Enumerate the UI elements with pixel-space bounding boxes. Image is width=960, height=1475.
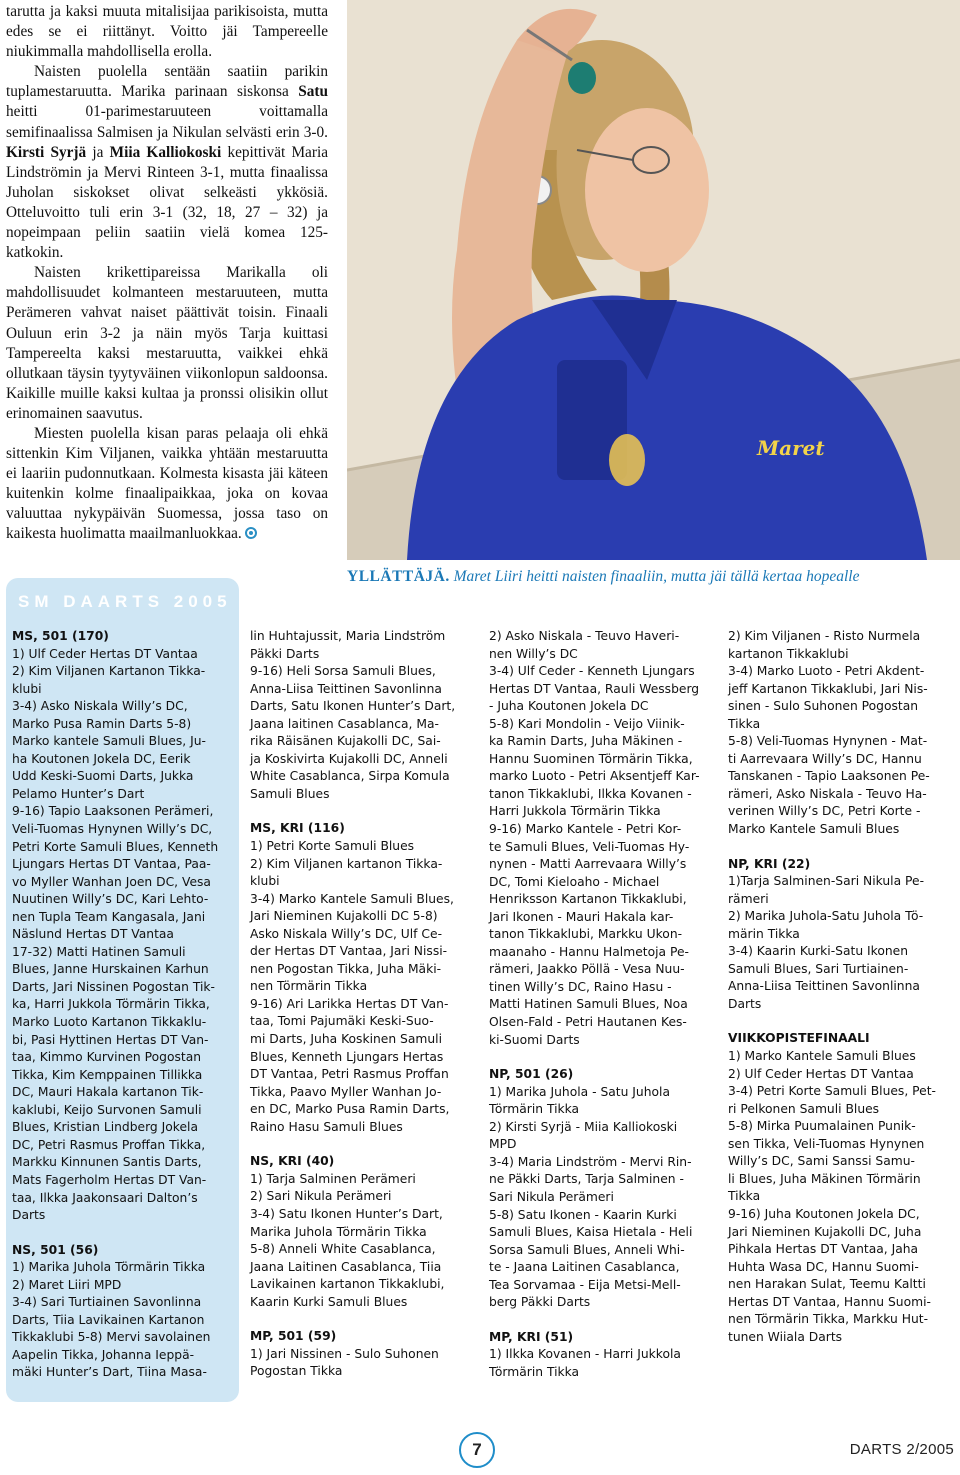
results-line: 2) Maret Liiri MPD [12,1277,122,1292]
results-line: Harri Jukkola Törmärin Tikka [489,804,661,819]
photo-illustration [347,0,960,560]
results-line: rämeri [728,891,769,906]
results-line: - Juha Koutonen Jokela DC [489,699,649,714]
results-line: White Casablanca, Sirpa Komula [250,769,450,784]
results-line: Tanskanen - Tapio Laaksonen Pe- [728,769,930,784]
results-heading: NS, KRI (40) [250,1154,335,1169]
results-line: kartanon Tikkaklubi [728,646,849,661]
results-line: Tikka [728,1189,761,1204]
results-line: Mats Fagerholm Hertas DT Van- [12,1172,207,1187]
results-line: ha Koutonen Jokela DC, Eerik [12,751,191,766]
results-line: kaklubi, Keijo Survonen Samuli [12,1102,202,1117]
results-line: sen Tikka, Veli-Tuomas Hynynen [728,1136,925,1151]
article-photo [347,0,960,560]
results-line: Marko Pusa Ramin Darts 5-8) [12,716,192,731]
results-line: nen Pogostan Tikka, Juha Mäki- [250,961,442,976]
results-line: rämeri, Asko Niskala - Teuvo Ha- [728,786,927,801]
results-line: Hertas DT Vantaa, Hannu Suomi- [728,1294,931,1309]
results-line: tinen Willy’s DC, Raino Hasu - [489,979,672,994]
results-line: Hannu Suominen Törmärin Tikka, [489,751,693,766]
results-line: ki-Suomi Darts [489,1032,580,1047]
results-line: Huhta Wasa DC, Hannu Suomi- [728,1259,919,1274]
results-line: nen Willy’s DC [489,646,578,661]
story-paragraph: Naisten krikettipareissa Marikalla oli mahdollisuudet kolmanteen mestaruuteen, mutta Perämeren vahvat naiset päättivät toisin. Finaali Ouluun erin 3-2 ja näin myös Tarja kuittasi Tampereelta kaksi mestaruutta, vaikkei ehkä ollutkaan täysin tyytyväinen viikonlopun saldoonsa. Kaikille muille kaksi kultaa ja pronssi olisikin ollut erinomainen saavutus. [6,264,328,422]
results-line: Veli-Tuomas Hynynen Willy’s DC, [12,822,213,837]
results-line: 1) Ulf Ceder Hertas DT Vantaa [12,646,198,661]
results-line: Kaarin Kurki Samuli Blues [250,1294,408,1309]
results-line: MPD [489,1137,517,1152]
results-column-2 [250,628,482,1398]
results-line: Willy’s DC, Sami Sanssi Samu- [728,1154,915,1169]
results-line: tunen Wiiala Darts [728,1329,843,1344]
results-line: jeff Kartanon Tikkaklubi, Jari Nis- [728,681,928,696]
results-line: Jari Ikonen - Mauri Hakala kar- [489,909,674,924]
results-line: nen Törmärin Tikka [250,979,368,994]
results-line: der Hertas DT Vantaa, Jari Nissi- [250,944,448,959]
results-line: 3-4) Asko Niskala Willy’s DC, [12,699,188,714]
results-line: rika Räisänen Kujakolli DC, Sai- [250,734,441,749]
results-line: Tikka, Paavo Myller Wanhan Jo- [250,1084,442,1099]
results-line: DC, Mauri Hakala kartanon Tik- [12,1085,204,1100]
results-line: Olsen-Fald - Petri Hautanen Kes- [489,1015,687,1030]
results-line: mi Darts, Juha Koskinen Samuli [250,1032,442,1047]
caption-text: Maret Liiri heitti naisten finaaliin, mutta jäi tällä kertaa hopealle [449,568,860,585]
results-line: nynen - Matti Aarrevaara Willy’s [489,857,687,872]
page-number: 7 [459,1432,495,1468]
results-line: 9-16) Tapio Laaksonen Perämeri, [12,804,214,819]
results-line: Nuutinen Willy’s DC, Kari Lehto- [12,892,209,907]
results-line: 9-16) Juha Koutonen Jokela DC, [728,1206,920,1221]
results-line: Marko kantele Samuli Blues, Ju- [12,734,206,749]
results-line: 1)Tarja Salminen-Sari Nikula Pe- [728,874,925,889]
results-heading: NP, KRI (22) [728,856,811,871]
results-block [728,856,960,1014]
article-end-icon [245,527,257,539]
results-line: Ljungars Hertas DT Vantaa, Paa- [12,857,211,872]
results-line: Marko Luoto Kartanon Tikkaklu- [12,1015,207,1030]
results-line: Törmärin Tikka [489,1364,580,1379]
results-line: berg Päkki Darts [489,1295,591,1310]
results-block [250,1328,482,1381]
results-line: Samuli Blues [250,786,330,801]
results-line: Samuli Blues, Kaisa Hietala - Heli [489,1225,693,1240]
results-line: Päkki Darts [250,646,320,661]
results-line: 1) Ilkka Kovanen - Harri Jukkola [489,1347,681,1362]
results-line: Jaana Laitinen Casablanca, Tiia [250,1259,442,1274]
results-line: mäki Hunter’s Dart, Tiina Masa- [12,1365,207,1380]
results-line: 1) Marika Juhola - Satu Juhola [489,1084,670,1099]
story-paragraph: Naisten puolella sentään saatiin parikin tuplamestaruutta. Marika parinaan siskonsa Satu heitti 01-parimestaruuteen voittamalla semifinaalissa Salmisen ja Nikulan selvästi erin 3-0. Kirsti Syrjä ja Miia Kalliokoski kepittivät Maria Lindströmin ja Mervi Rinteen 3-1, mutta finaalissa Juholan siskokset olivat selkeästi ykkösiä. Otteluvoitto tuli erin 3-1 (32, 18, 27 – 32) ja nopeimpaan peliin saatiin vielä komea 125-katkokin. [6,63,328,262]
results-line: 1) Marika Juhola Törmärin Tikka [12,1260,206,1275]
results-line: DC, Petri Rasmus Proffan Tikka, [12,1137,206,1152]
results-line: 1) Marko Kantele Samuli Blues [728,1049,916,1064]
results-line: taa, Kimmo Kurvinen Pogostan [12,1050,202,1065]
results-line: 5-8) Satu Ikonen - Kaarin Kurki [489,1207,677,1222]
results-block [12,1242,237,1382]
results-line: DC, Tomi Kieloaho - Michael [489,874,660,889]
publication-footer: DARTS 2/2005 [849,1441,954,1458]
article-story [6,2,328,545]
results-line: Asko Niskala Willy’s DC, Ulf Ce- [250,926,443,941]
results-line: taa, Ilkka Jaakonsaari Dalton’s [12,1190,198,1205]
results-line: Samuli Blues, Sari Turtiainen- [728,961,909,976]
results-line: bi, Pasi Hyttinen Hertas DT Van- [12,1032,209,1047]
results-line: Anna-Liisa Teittinen Savonlinna [728,979,920,994]
results-line: 5-8) Mirka Puumalainen Punik- [728,1119,916,1134]
results-line: Tikka, Kim Kemppainen Tillikka [12,1067,203,1082]
results-line: nen Törmärin Tikka, Markku Hut- [728,1312,929,1327]
results-line: Darts [12,1208,46,1223]
results-line: Darts [728,996,762,1011]
results-line: Sorsa Samuli Blues, Anneli Whi- [489,1242,685,1257]
results-line: Darts, Satu Ikonen Hunter’s Dart, [250,699,456,714]
results-line: Blues, Janne Hurskainen Karhun [12,962,209,977]
results-block [489,1066,721,1312]
results-line: Blues, Kenneth Ljungars Hertas [250,1049,444,1064]
results-line: Jaana laitinen Casablanca, Ma- [250,716,439,731]
results-line: 3-4) Maria Lindström - Mervi Rin- [489,1154,692,1169]
results-line: ka Ramin Darts, Juha Mäkinen - [489,734,683,749]
results-line: 9-16) Heli Sorsa Samuli Blues, [250,664,436,679]
results-line: lin Huhtajussit, Maria Lindström [250,629,446,643]
results-block [250,820,482,1136]
results-line: Sari Nikula Perämeri [489,1189,614,1204]
results-heading: VIIKKOPISTEFINAALI [728,1031,870,1046]
results-line: Henriksson Kartanon Tikkaklubi, [489,892,687,907]
results-line: Jari Nieminen Kujakolli DC, Juha [728,1224,922,1239]
results-line: klubi [12,681,42,696]
results-line: DT Vantaa, Petri Rasmus Proffan [250,1067,449,1082]
shirt-name: Maret [757,436,825,460]
results-line: Pihkala Hertas DT Vantaa, Jaha [728,1242,919,1257]
results-block [489,1329,721,1382]
results-line: 3-4) Kaarin Kurki-Satu Ikonen [728,944,909,959]
results-column-1 [12,628,237,1399]
results-line: Marko Kantele Samuli Blues [728,822,900,837]
results-line: te - Jaana Laitinen Casablanca, [489,1260,680,1275]
results-line: Lavikainen kartanon Tikkaklubi, [250,1277,445,1292]
results-line: Blues, Kristian Lindberg Jokela [12,1120,198,1135]
results-line: 5-8) Kari Mondolin - Veijo Viinik- [489,716,685,731]
results-line: verinen Willy’s DC, Petri Korte - [728,804,921,819]
results-line: Raino Hasu Samuli Blues [250,1119,403,1134]
caption-lead: YLLÄTTÄJÄ. [347,568,450,585]
results-line: rämeri, Jaakko Pöllä - Vesa Nuu- [489,962,685,977]
results-heading: MP, KRI (51) [489,1329,574,1344]
results-line: Jari Nieminen Kujakolli DC 5-8) [250,909,438,924]
results-line: Markku Kinnunen Santis Darts, [12,1155,202,1170]
results-line: 9-16) Ari Larikka Hertas DT Van- [250,996,449,1011]
story-paragraph: Miesten puolella kisan paras pelaaja oli ehkä sittenkin Kim Viljanen, vaikka yhtään mestaruutta ei laariin pudonnutkaan. Kolmesta kisasta jäi käteen kuitenkin kolme finaalipaikkaa, joka on kovaa valuuttaa nykypäivän Suomessa, jossa taso on kaikesta huolimatta maailmanluokkaa. [6,424,328,543]
results-line: Näslund Hertas DT Vantaa [12,927,174,942]
results-column-4 [728,628,960,1363]
results-block [489,628,721,1049]
results-line: te Samuli Blues, Veli-Tuomas Hy- [489,839,690,854]
results-line: 17-32) Matti Hatinen Samuli [12,944,186,959]
results-line: 2) Kim Viljanen kartanon Tikka- [250,856,443,871]
results-line: ja Koskivirta Kujakolli DC, Anneli [250,751,448,766]
results-line: ri Pelkonen Samuli Blues [728,1101,880,1116]
photo-caption [347,568,960,586]
results-line: Petri Korte Samuli Blues, Kenneth [12,839,219,854]
results-line: 2) Sari Nikula Perämeri [250,1189,392,1204]
results-block [250,1153,482,1311]
results-line: 9-16) Marko Kantele - Petri Kor- [489,822,682,837]
results-heading: NP, 501 (26) [489,1067,574,1082]
results-line: 1) Jari Nissinen - Sulo Suhonen [250,1346,439,1361]
results-line: nen Tupla Team Kangasala, Jani [12,909,206,924]
results-line: li Blues, Juha Mäkinen Törmärin [728,1171,921,1186]
results-header: SM DAARTS 2005 [18,592,232,611]
results-line: ne Päkki Darts, Tarja Salminen - [489,1172,684,1187]
results-line: Anna-Liisa Teittinen Savonlinna [250,681,442,696]
results-heading: MP, 501 (59) [250,1329,337,1344]
results-line: 3-4) Satu Ikonen Hunter’s Dart, [250,1206,443,1221]
results-line: 3-4) Marko Luoto - Petri Akdent- [728,664,925,679]
results-line: Udd Keski-Suomi Darts, Jukka [12,769,194,784]
results-line: Tikkaklubi 5-8) Mervi savolainen [12,1330,211,1345]
results-line: Darts, Jari Nissinen Pogostan Tik- [12,979,215,994]
results-line: klubi [250,874,280,889]
results-line: Aapelin Tikka, Johanna Ieppä- [12,1347,195,1362]
results-line: taa, Tomi Pajumäki Keski-Suo- [250,1014,434,1029]
results-line: maanaho - Hannu Halmetoja Pe- [489,944,689,959]
results-block [728,628,960,839]
results-line: 2) Ulf Ceder Hertas DT Vantaa [728,1066,914,1081]
results-line: 3-4) Petri Korte Samuli Blues, Pet- [728,1084,936,1099]
results-line: 2) Asko Niskala - Teuvo Haveri- [489,629,680,643]
results-line: Matti Hatinen Samuli Blues, Noa [489,997,688,1012]
results-line: märin Tikka [728,926,800,941]
results-line: Pogostan Tikka [250,1364,343,1379]
results-line: Tea Sorvamaa - Eija Metsi-Mell- [489,1277,681,1292]
results-line: 5-8) Anneli White Casablanca, [250,1242,436,1257]
results-line: 2) Kim Viljanen - Risto Nurmela [728,629,921,643]
results-line: 2) Kim Viljanen Kartanon Tikka- [12,664,206,679]
results-line: tanon Tikkaklubi, Ilkka Kovanen - [489,786,692,801]
results-line: Tikka [728,716,761,731]
results-heading: MS, KRI (116) [250,821,345,836]
results-heading: MS, 501 (170) [12,629,109,643]
results-line: tanon Tikkaklubi, Markku Ukon- [489,927,683,942]
results-line: 3-4) Sari Turtiainen Savonlinna [12,1295,202,1310]
results-line: 2) Kirsti Syrjä - Miia Kalliokoski [489,1119,678,1134]
results-block [250,628,482,803]
results-heading: NS, 501 (56) [12,1242,99,1257]
results-line: Marika Juhola Törmärin Tikka [250,1224,427,1239]
results-line: ka, Harri Jukkola Törmärin Tikka, [12,997,210,1012]
results-line: Darts, Tiia Lavikainen Kartanon [12,1312,205,1327]
results-line: 3-4) Ulf Ceder - Kenneth Ljungars [489,664,695,679]
results-block [728,1030,960,1346]
results-line: ti Aarrevaara Willy’s DC, Hannu [728,751,922,766]
results-line: 2) Marika Juhola-Satu Juhola Tö- [728,909,924,924]
results-line: Hertas DT Vantaa, Rauli Wessberg [489,681,700,696]
results-line: 3-4) Marko Kantele Samuli Blues, [250,891,454,906]
results-line: vo Myller Wanhan Joen DC, Vesa [12,874,211,889]
results-line: 1) Petri Korte Samuli Blues [250,839,415,854]
results-line: 5-8) Veli-Tuomas Hynynen - Mat- [728,734,928,749]
results-line: en DC, Marko Pusa Ramin Darts, [250,1102,450,1117]
results-line: nen Harakan Sulat, Teemu Kaltti [728,1277,926,1292]
results-line: Törmärin Tikka [489,1102,580,1117]
results-line: Pelamo Hunter’s Dart [12,786,145,801]
results-column-3 [489,628,721,1398]
results-block [12,628,237,1225]
results-line: 1) Tarja Salminen Perämeri [250,1171,416,1186]
story-paragraph: tarutta ja kaksi muuta mitalisijaa parikisoista, mutta edes se ei riittänyt. Voitto jäi Tampereelle niukimmalla mahdollisella erolla. [6,3,328,61]
results-line: marko Luoto - Petri Aksentjeff Kar- [489,769,700,784]
results-line: sinen - Sulo Suhonen Pogostan [728,699,919,714]
